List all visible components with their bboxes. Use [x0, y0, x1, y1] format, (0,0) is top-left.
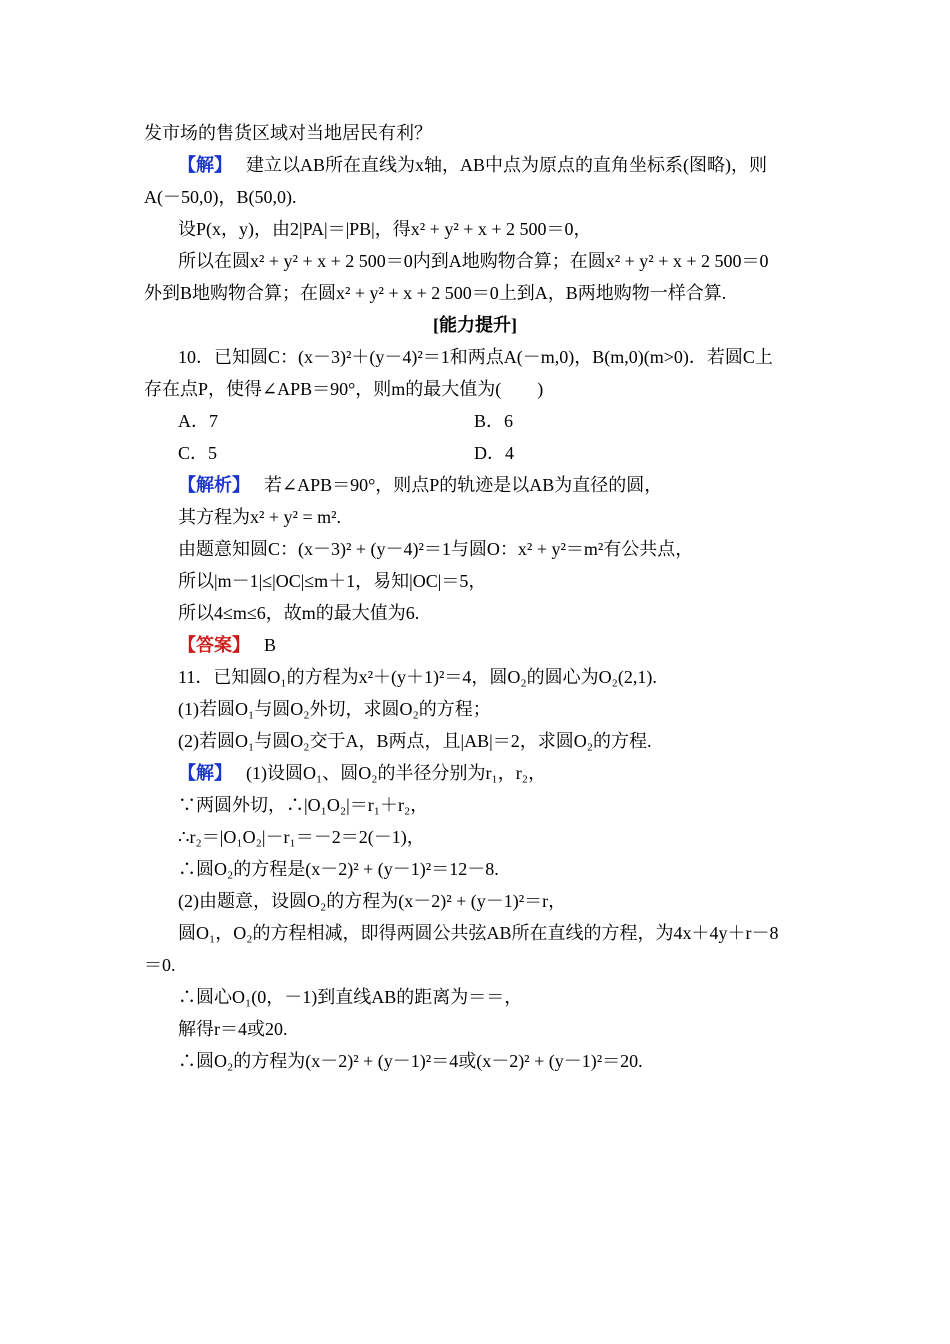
text-line: 所以|m－1|≤|OC|≤m＋1，易知|OC|＝5，	[178, 571, 487, 591]
text-line: 外到B地购物合算；在圆x² + y² + x + 2 500＝0上到A，B两地购物一样合算.	[144, 283, 727, 303]
answer-value: B	[264, 635, 277, 655]
text-line: 圆O₁，O₂的方程相减，即得两圆公共弦AB所在直线的方程，为4x＋4y＋r－8	[178, 923, 779, 943]
text-line: ∴圆O₂的方程是(x－2)² + (y－1)²＝12－8.	[178, 859, 499, 879]
text-line: 设P(x，y)，由2|PA|＝|PB|，得x² + y² + x + 2 500＝0，	[178, 219, 592, 239]
option-c: C．5	[178, 443, 218, 463]
section-heading: [能力提升]	[433, 315, 517, 335]
solution-line: 【解】 (1)设圆O₁、圆O₂的半径分别为r₁，r₂，	[178, 763, 547, 783]
question-11-line: 11．已知圆O₁的方程为x²＋(y＋1)²＝4，圆O₂的圆心为O₂(2,1).	[178, 667, 657, 687]
question-10-line: 存在点P，使得∠APB＝90°，则m的最大值为( )	[144, 379, 544, 399]
solution-tag: 【解】	[178, 155, 232, 175]
question-11-line: (2)若圆O₁与圆O₂交于A，B两点，且|AB|＝2，求圆O₂的方程.	[178, 731, 652, 751]
option-row	[178, 442, 217, 464]
text-line: 解得r＝4或20.	[178, 1019, 288, 1039]
solution-tag: 【解】	[178, 763, 232, 783]
answer-tag: 【答案】	[178, 635, 250, 655]
text-line: A(－50,0)，B(50,0).	[144, 187, 297, 207]
text-line: ＝0.	[144, 955, 176, 975]
text-line: ∴r₂＝|O₁O₂|－r₁＝－2＝2(－1)，	[178, 827, 425, 847]
text-line: ∴圆O₂的方程为(x－2)² + (y－1)²＝4或(x－2)² + (y－1)²＝20.	[178, 1051, 643, 1071]
question-11-line: (1)若圆O₁与圆O₂外切，求圆O₂的方程；	[178, 699, 491, 719]
text-line: ∵两圆外切，∴|O₁O₂|＝r₁＋r₂，	[178, 795, 429, 815]
text-line: 其方程为x² + y² = m².	[178, 507, 341, 527]
text-line: (2)由题意，设圆O₂的方程为(x－2)² + (y－1)²＝r，	[178, 891, 567, 911]
text-line: ∴圆心O₁(0，－1)到直线AB的距离为＝＝，	[178, 987, 523, 1007]
analysis-line: 【解析】 若∠APB＝90°，则点P的轨迹是以AB为直径的圆，	[178, 475, 663, 495]
text-line: 发市场的售货区域对当地居民有利？	[144, 123, 432, 143]
analysis-tag: 【解析】	[178, 475, 250, 495]
answer-line	[178, 634, 276, 656]
text-line: 所以在圆x² + y² + x + 2 500＝0内到A地购物合算；在圆x² + y² + x + 2 500＝0	[178, 251, 769, 271]
text-line: 由题意知圆C：(x－3)² + (y－4)²＝1与圆O：x² + y²＝m²有公共点，	[178, 539, 694, 559]
option-d: D．4	[474, 443, 514, 463]
solution-line: 【解】 建立以AB所在直线为x轴，AB中点为原点的直角坐标系(图略)，则	[178, 155, 767, 175]
option-row	[178, 410, 218, 432]
option-a: A．7	[178, 411, 218, 431]
text-line: 所以4≤m≤6，故m的最大值为6.	[178, 603, 420, 623]
option-b: B．6	[474, 411, 514, 431]
question-10-line: 10．已知圆C：(x－3)²＋(y－4)²＝1和两点A(－m,0)，B(m,0)(m>0)．若圆C上	[178, 347, 773, 367]
